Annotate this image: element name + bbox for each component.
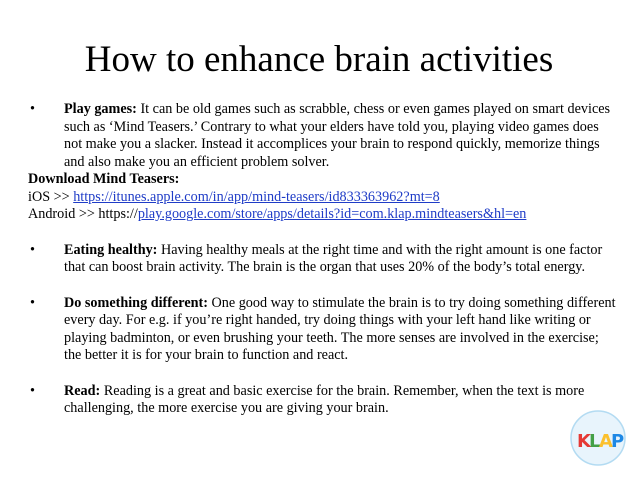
bullet-read: [28, 383, 618, 418]
download-section: [28, 171, 618, 224]
android-line: Android >> https://play.google.com/store/apps/details?id=com.klap.mindteasers&hl=en: [28, 206, 527, 222]
bullet-do-something-different: [28, 295, 618, 365]
bullet-text: One good way to stimulate the brain is to try doing something different every day. For e.g. if you’re right handed, try doing things with your left hand like writing or playing badminton, or even brushing your teeth. The more senses are involved in the exercise; the better it is for your brain to function and react.: [64, 294, 616, 363]
bullet-play-games: [28, 101, 618, 171]
bullet-lead: Do something different:: [64, 294, 208, 311]
bullet-dot: •: [30, 101, 35, 117]
bullet-text: Reading is a great and basic exercise for the brain. Remember, when the text is more challenging, the more exercise you are giving your brain.: [64, 382, 585, 416]
bullet-lead: Eating healthy:: [64, 241, 158, 258]
android-link[interactable]: play.google.com/store/apps/details?id=com.klap.mindteasers&hl=en: [137, 206, 527, 222]
bullet-lead: Read:: [64, 382, 101, 399]
bullet-text: Having healthy meals at the right time and with the right amount is one factor that can boost brain activity. The brain is the organ that uses 20% of the body’s total energy.: [64, 241, 603, 275]
klap-logo: [568, 408, 628, 470]
logo-letter-k: K: [577, 431, 591, 452]
logo-letter-p: P: [611, 431, 625, 452]
bullet-eating-healthy: [28, 242, 618, 277]
download-heading: Download Mind Teasers:: [28, 171, 180, 187]
slide-body: [28, 101, 618, 418]
slide-title: How to enhance brain activities: [84, 39, 554, 80]
bullet-dot: •: [30, 241, 35, 258]
logo-letter-a: A: [599, 431, 613, 452]
bullet-lead: Play games:: [64, 101, 137, 117]
logo-letter-l: L: [589, 431, 601, 452]
bullet-text: It can be old games such as scrabble, chess or even games played on smart devices such as ‘Mind Teasers.’ Contrary to what your elders have told you, playing video games does not make you a slacker. Instead it accomplices your brain to respond quickly, memorize things and also make you an efficient problem solver.: [64, 101, 611, 170]
bullet-dot: •: [30, 294, 35, 311]
ios-line: iOS >> https://itunes.apple.com/in/app/mind-teasers/id833363962?mt=8: [28, 188, 440, 205]
bullet-dot: •: [30, 382, 35, 399]
ios-link[interactable]: https://itunes.apple.com/in/app/mind-teasers/id833363962?mt=8: [73, 188, 440, 205]
